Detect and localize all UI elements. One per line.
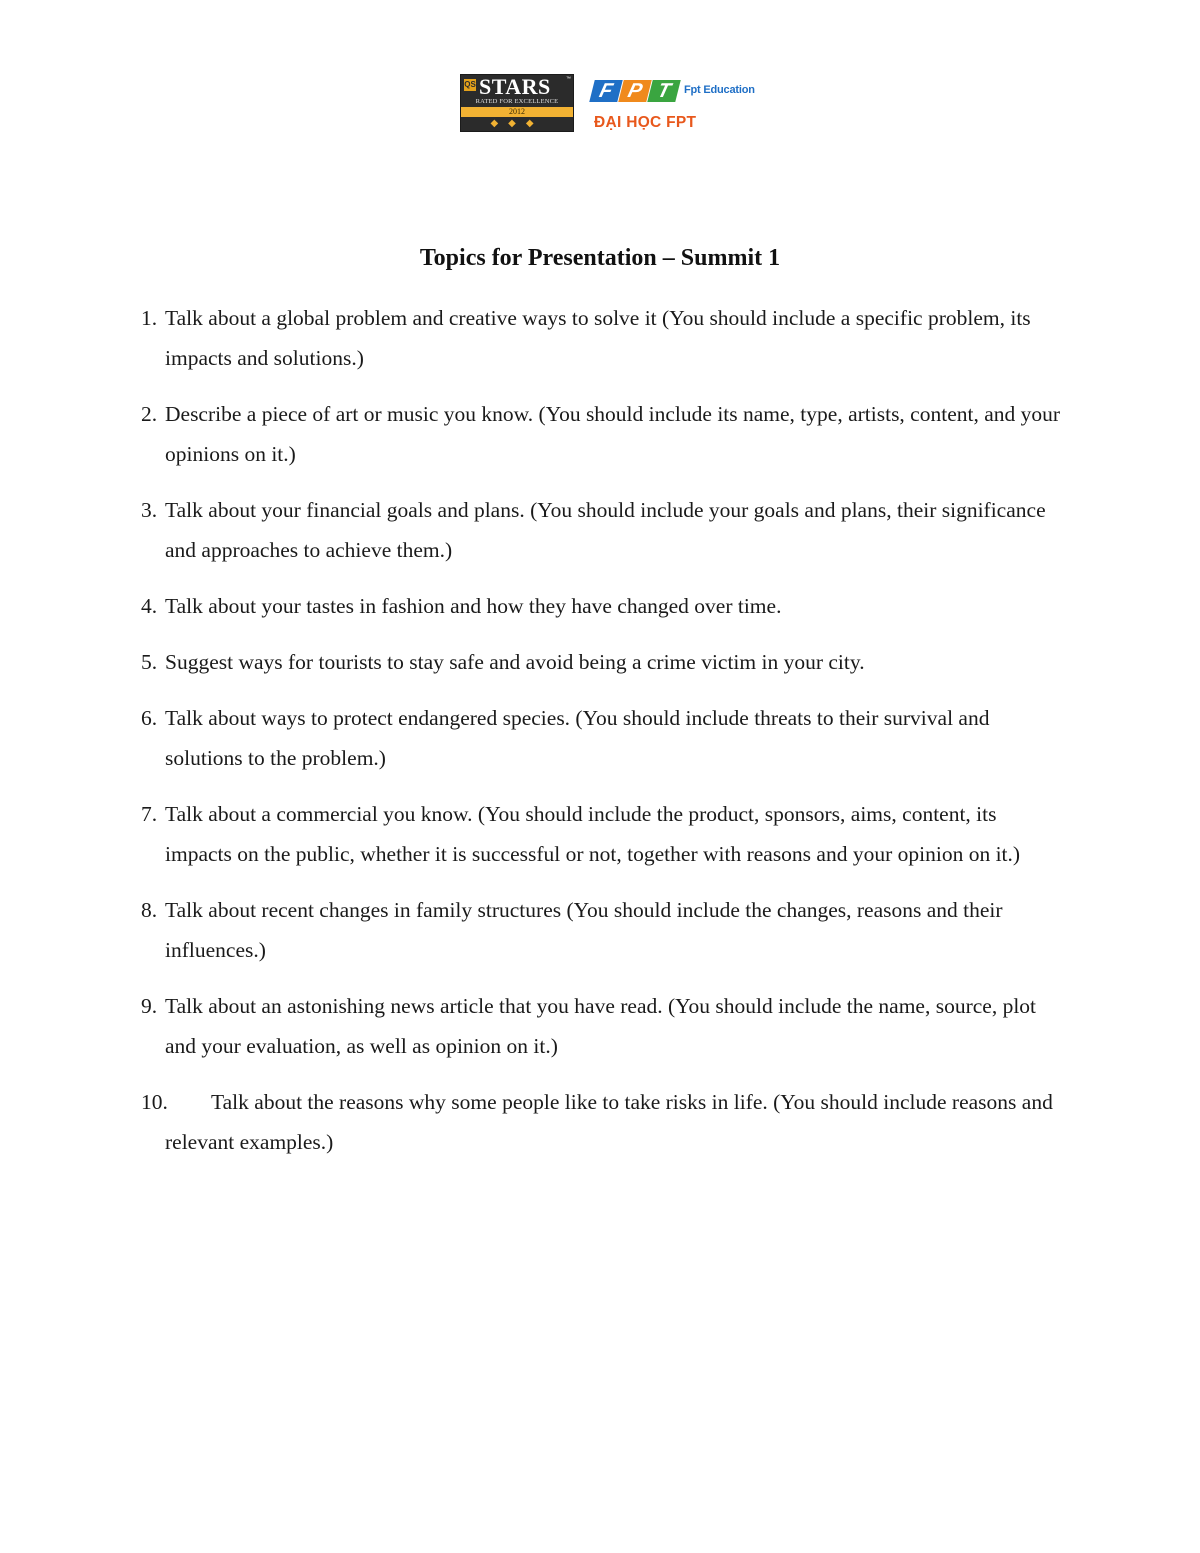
topic-number: 4. [141,594,158,618]
topic-text: Talk about your tastes in fashion and how they have changed over time. [165,594,782,618]
topic-item-7 [0,794,1065,874]
topic-number: 2. [141,402,158,426]
fpt-education-logo [590,76,755,134]
fpt-letter-p: P [618,80,651,102]
topic-item-6 [0,698,1065,778]
fpt-education-label: Fpt Education [684,84,755,96]
topic-text: Talk about the reasons why some people like to take risks in life. (You should include reasons and relevant examples.) [165,1090,1053,1154]
qs-stars-logo [460,74,574,132]
fpt-letter-t: T [647,80,680,102]
topic-number: 5. [141,650,158,674]
topic-item-8 [0,890,1065,970]
fpt-letter-f: F [589,80,622,102]
topic-number: 8. [141,898,158,922]
topic-item-4 [0,586,1065,626]
topic-text: Talk about ways to protect endangered species. (You should include threats to their survival and solutions to the problem.) [165,706,990,770]
topic-number: 9. [141,994,158,1018]
topic-item-1 [0,298,1065,378]
topic-item-10 [0,1082,1065,1162]
topic-text: Suggest ways for tourists to stay safe and avoid being a crime victim in your city. [165,650,865,674]
topic-number: 1. [141,306,158,330]
topic-item-5 [0,642,1065,682]
topic-text: Talk about an astonishing news article that you have read. (You should include the name, source, plot and your evaluation, as well as opinion on it.) [165,994,1037,1058]
fpt-university-label: ĐẠI HỌC FPT [594,114,697,131]
topic-item-2 [0,394,1065,474]
topic-number: 3. [141,498,158,522]
qs-year: 2012 [509,107,525,116]
qs-badge: QS [464,80,476,89]
topic-number: 10. [141,1090,168,1114]
topic-text: Talk about recent changes in family structures (You should include the changes, reasons and their influences.) [165,898,1003,962]
topic-text: Talk about your financial goals and plans. (You should include your goals and plans, their significance and approaches to achieve them.) [165,498,1046,562]
topic-text: Talk about a global problem and creative ways to solve it (You should include a specific problem, its impacts and solutions.) [165,306,1031,370]
topic-item-9 [0,986,1065,1066]
topic-text: Describe a piece of art or music you know. (You should include its name, type, artists, content, and your opinions on it.) [165,402,1061,466]
topic-text: Talk about a commercial you know. (You should include the product, sponsors, aims, content, its impacts on the public, whether it is successful or not, together with reasons and your opinion on it.) [165,802,1021,866]
topic-number: 7. [141,802,158,826]
document-title: Topics for Presentation – Summit 1 [419,245,781,271]
qs-trademark: ™ [566,76,571,82]
header-logos [460,74,755,136]
topic-number: 6. [141,706,158,730]
qs-stars-name: STARS [479,74,551,99]
qs-subtitle: RATED FOR EXCELLENCE [475,98,559,105]
topics-list [0,298,1200,1178]
qs-diamonds-icon: ◆◆◆ [490,118,544,129]
topic-item-3 [0,490,1065,570]
